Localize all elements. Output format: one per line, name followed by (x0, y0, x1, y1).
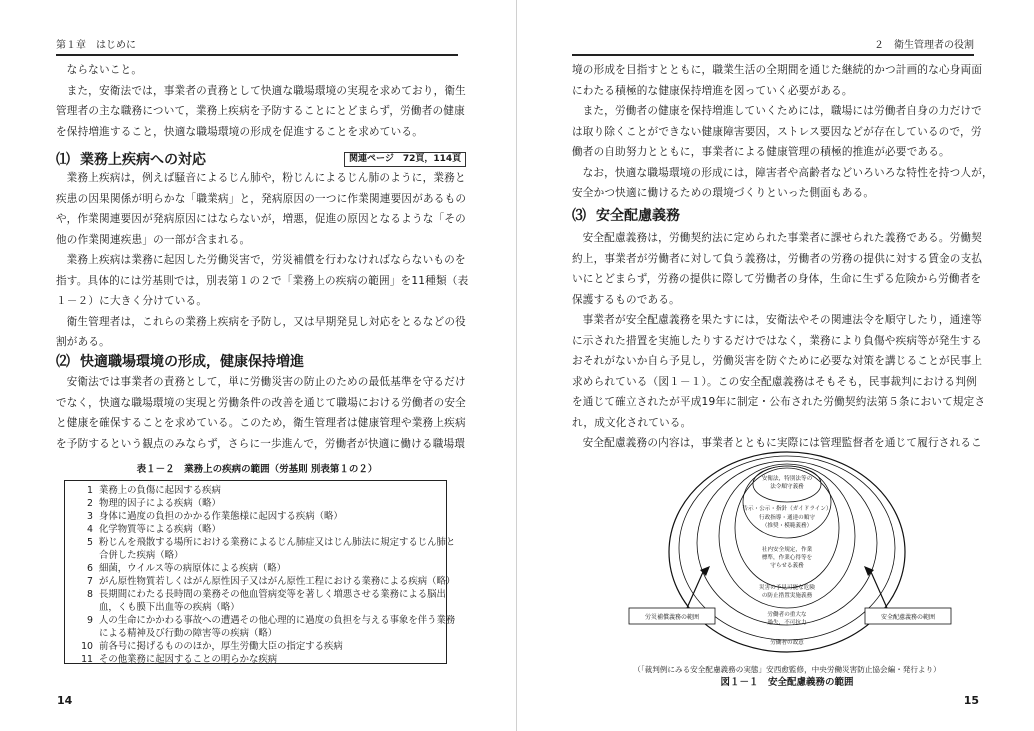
row-text: 長期間にわたる長時間の業務その他血管病変等を著しく増悪させる業務による脳出 (99, 589, 446, 600)
page-number-right: 15 (963, 694, 979, 707)
text-line: 安全かつ快適に働けるための環境づくりといった側面もある。 (572, 187, 875, 199)
text-line: れ，成文化されている。 (572, 416, 692, 429)
right-para-1 (572, 60, 993, 204)
table-row (65, 523, 446, 536)
text-line: にわたる積極的な健康保持増進を図っていく必要がある。 (572, 84, 853, 97)
ring-label-3c: 守らせる義務 (770, 563, 804, 569)
section2-body (56, 372, 466, 454)
page-number-left: 14 (57, 694, 73, 707)
row-text: その他業務に起因することの明らかな疾病 (99, 654, 278, 665)
row-number: 4 (87, 524, 93, 535)
text-line: 保護するものである。 (572, 293, 680, 306)
section-number: ⑶ (572, 208, 586, 224)
table-row (65, 588, 446, 601)
row-text: 物理的因子による疾病（略） (99, 498, 221, 509)
right-page (517, 0, 1034, 731)
section1-body (56, 168, 469, 353)
text-line: １－２）に大きく分けている。 (56, 295, 208, 307)
table-row (65, 562, 446, 575)
left-para-1 (56, 60, 466, 142)
section-title: 業務上疾病への対応 (80, 152, 206, 168)
row-text: がん原性物質若しくはがん原性因子又はがん原性工程における業務による疾病（略） (99, 576, 456, 587)
row-number: 8 (87, 589, 93, 600)
ring-label-3b: 標準，作業心得等を (761, 555, 813, 561)
text-line: を保持増進すること，快適な職場環境の形成を促進することを求めている。 (56, 125, 423, 138)
text-line: 安衛法では事業者の責務として，単に労働災害の防止のための最低基準を守るだけ (66, 376, 466, 388)
section-heading-1 (56, 150, 206, 170)
ring-label-2: 告示・公示・指針（ガイドライン） (742, 506, 832, 512)
ring-label-4: 災害の予見可能な危険 (759, 585, 815, 591)
table-row (65, 536, 456, 549)
text-line: 割がある。 (56, 336, 110, 348)
running-header-right: ２ 衛生管理者の役割 (572, 38, 974, 56)
text-line: 事業者が安全配慮義務を果たすには，安衛法やその関連法令を順守したり，通達等 (582, 314, 982, 326)
text-line: 指す。具体的には労基則では，別表第１の２で「業務上の疾病の範囲」を11種類（表 (56, 274, 469, 287)
safety-obligation-label: 安全配慮義務の範囲 (880, 614, 936, 621)
row-text: 身体に過度の負担のかかる作業態様に起因する疾病（略） (99, 511, 343, 522)
section3-body (572, 228, 986, 454)
text-line: 業務上疾病は，例えば騒音によるじん肺や，粉じんによるじん肺のように，業務と (66, 172, 466, 184)
text-line: 境の形成を目指すとともに，職業生活の全期間を通じた継続的かつ計画的な心身両面 (572, 64, 983, 76)
row-text: 血，くも膜下出血等の疾病（略） (99, 602, 240, 613)
safety-obligation-diagram (615, 448, 959, 668)
table-row (65, 575, 456, 588)
ring-label-2c: （推奨・模範義務） (761, 523, 813, 529)
text-line: おそれがないか自ら予見し，労働災害を防ぐために必要な対策を講じることが民事上 (572, 355, 983, 367)
row-text: 細菌，ウイルス等の病原体による疾病（略） (99, 563, 286, 574)
related-pages-box: 関連ページ 72頁，114頁 (344, 152, 466, 167)
text-line: 安全配慮義務の内容は，事業者とともに実際には管理監督者を通じて履行されるこ (582, 437, 982, 449)
table-row (65, 601, 446, 614)
text-line: ならないこと。 (66, 64, 143, 76)
running-header-left: 第１章 はじめに (56, 38, 458, 56)
figure-source: （「裁判例にみる安全配慮義務の実態」安西愈監修，中央労働災害防止協会編・発行より） (633, 665, 941, 674)
text-line: 疾患の因果関係が明らかな「職業病」と，発病原因の一つに作業関連要因があるもの (56, 192, 467, 205)
table-row (65, 510, 446, 523)
text-line: に示された措置を実施したりするだけではなく，業務により負傷や疾病等が発生する (572, 334, 982, 347)
row-number: 2 (87, 498, 93, 509)
arrow-right-line (871, 572, 887, 608)
table-row (65, 497, 446, 510)
table-row (65, 484, 446, 497)
text-line: 安全配慮義務は，労働契約法に定められた事業者に課せられた義務である。労働契 (582, 232, 982, 244)
row-text: 合併した疾病（略） (99, 550, 184, 561)
text-line: また，安衛法では，事業者の責務として快適な職場環境の実現を求めており，衛生 (66, 84, 466, 97)
disease-range-table (64, 480, 456, 665)
row-number: 10 (81, 641, 93, 652)
text-line: は取り除くことができない健康障害要因，ストレス要因などが存在しているので，労 (572, 125, 982, 138)
table-row (65, 653, 446, 666)
row-text: 化学物質等による疾病（略） (99, 524, 221, 535)
row-number: 1 (87, 485, 93, 496)
text-line: いにとどまらず，労務の提供に際して労働者の身体，生命に生ずる危険から労働者を (572, 273, 982, 285)
row-text: 人の生命にかかわる事故への遭遇その他心理的に過度の負担を与える事象を伴う業務 (99, 615, 456, 626)
row-text: 業務上の負傷に起因する疾病 (99, 485, 221, 496)
section-heading-3 (572, 206, 680, 226)
table-row (65, 549, 446, 562)
figure-caption: 図１－１ 安全配慮義務の範囲 (720, 677, 854, 688)
text-line: 衛生管理者は，これらの業務上疾病を予防し，又は早期発見し対応をとるなどの役 (66, 315, 466, 328)
ring-label-4b: の防止措置実施義務 (761, 593, 813, 599)
table-caption: 表１－２ 業務上の疾病の範囲（労基則 別表第１の２） (136, 464, 378, 475)
row-text: による精神及び行動の障害等の疾病（略） (99, 628, 278, 639)
text-line: と健康を確保することを求めている。このため，衛生管理者は健康管理や業務上疾病 (56, 417, 466, 429)
row-text: 粉じんを飛散する場所における業務によるじん肺症又はじん肺法に規定するじん肺と (99, 537, 456, 548)
table-row (65, 627, 446, 640)
table-row (65, 614, 456, 627)
text-line: 約上，事業者が労働者に対して負う義務は，労働者の労務の提供に対する賃金の支払 (572, 252, 983, 265)
ring-label-1: 安衛法，特別法等の (761, 476, 813, 482)
text-line: 求められている（図１－１）。この安全配慮義務はそもそも，民事裁判における判例 (572, 375, 977, 388)
text-line: を通じて確立されたが平成19年に制定・公布された労働契約法第５条において規定さ (572, 396, 986, 408)
text-line: なお，快適な職場環境の形成には，障害者や高齢者などいろいろな特性を持つ人が， (582, 166, 993, 179)
section-title: 安全配慮義務 (596, 208, 680, 224)
section-title: 快適職場環境の形成，健康保持増進 (80, 354, 304, 370)
section-heading-2 (56, 352, 304, 372)
section-number: ⑵ (56, 354, 70, 370)
row-number: 6 (87, 563, 93, 574)
ring-label-5: 労働者の重大な (767, 612, 807, 618)
ring-label-6: 労働者の故意 (770, 640, 804, 646)
row-number: 11 (81, 654, 93, 665)
text-line: 業務上疾病は業務に起因した労働災害で，労災補償を行わなければならないものを (66, 254, 466, 266)
workers-comp-label: 労災補償義務の範囲 (644, 614, 700, 621)
text-line: 働者の自助努力とともに，事業者による健康管理の積極的推進が必要である。 (572, 146, 950, 158)
text-line: 管理者の主な職務について，業務上疾病を予防することにとどまらず，労働者の健康 (56, 105, 465, 117)
table-row (65, 640, 446, 653)
text-line: や，作業関連要因が発病原因にはならないが，増悪，促進の原因となるような「その (56, 213, 466, 225)
row-number: 7 (87, 576, 93, 587)
row-text: 前各号に掲げるもののほか，厚生労働大臣の指定する疾病 (99, 641, 343, 652)
text-line: を予防するという観点のみならず，さらに一歩進んで，労働者が快適に働ける職場環 (56, 437, 466, 450)
row-number: 9 (87, 615, 93, 626)
row-number: 5 (87, 537, 93, 548)
ring-label-3: 社内安全規定，作業 (761, 547, 813, 553)
ring-label-1b: 法令順守義務 (770, 484, 804, 490)
text-line: また，労働者の健康を保持増進していくためには，職場には労働者自身の力だけで (582, 105, 982, 117)
row-number: 3 (87, 511, 93, 522)
arrow-left-line (687, 572, 703, 608)
text-line: 他の作業関連疾患」の一部が含まれる。 (56, 233, 251, 246)
section-number: ⑴ (56, 152, 70, 168)
text-line: でなく，快適な職場環境の実現と労働条件の改善を通じて職場における労働者の安全 (56, 396, 466, 409)
ring-label-5b: 過失，不可抗力 (767, 620, 807, 626)
ring-label-2b: 行政指導・通達の順守 (759, 515, 815, 521)
